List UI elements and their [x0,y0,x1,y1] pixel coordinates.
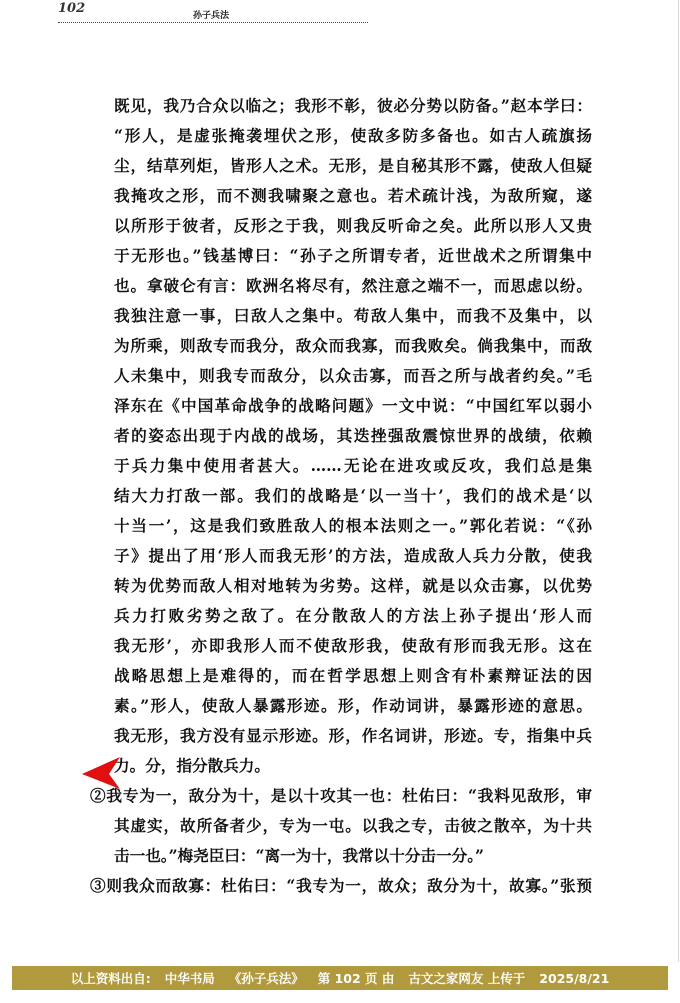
text-line: 转为优势而敌人相对地转为劣势。这样，就是以众击寡，以优势 [114,576,592,595]
note-line: ②我专为一，敌分为十，是以十攻其一也：杜佑曰：“我料见敌形，审 [90,786,592,805]
note-line: 其虚实，故所备者少，专为一屯。以我之专，击彼之散卒，为十共 [114,816,592,835]
text-line: 为所乘，则敌专而我分，敌众而我寡，而我败矣。倘我集中，而敌 [114,336,592,355]
arrow-marker-icon [82,757,120,789]
footer-source-label: 以上资料出自: [70,971,151,986]
text-line: 结大力打敌一部。我们的战略是‘以一当十’，我们的战术是‘以 [114,486,592,505]
text-line: 素。”形人，使敌人暴露形迹。形，作动词讲，暴露形迹的意思。 [114,696,592,715]
header-book-title: 孙子兵法 [193,11,230,21]
header-page-number: 102 [58,1,86,16]
text-line: 既见，我乃合众以临之；我形不彰，彼必分势以防备。”赵本学曰： [114,96,592,115]
footer-uploader: 古文之家网友 [408,971,484,986]
text-line: 战略思想上是难得的，而在哲学思想上则含有朴素辩证法的因 [114,666,592,685]
footer-page-suffix: 页 由 [365,971,395,986]
text-line: 十当一’，这是我们致胜敌人的根本法则之一。”郭化若说：“《孙 [114,516,592,535]
text-line: 于无形也。”钱基博曰：“孙子之所谓专者，近世战术之所谓集中 [114,246,592,265]
running-header [58,2,368,23]
body-text [90,91,592,901]
footer-publisher: 中华书局 [164,971,215,986]
footer-date: 2025/8/21 [539,970,610,986]
text-line: 者的姿态出现于内战的战场，其迭挫强敌震惊世界的战绩，依赖 [114,426,592,445]
text-line: 力。分，指分散兵力。 [114,756,270,775]
text-line: 于兵力集中使用者甚大。……无论在进攻或反攻，我们总是集 [114,456,592,475]
text-line: “形人，是虚张掩袭埋伏之形，使敌多防多备也。如古人疏旗扬 [114,126,592,145]
footer-upload-label: 上传于 [487,971,526,986]
text-line: 我无形，我方没有显示形迹。形，作名词讲，形迹。专，指集中兵 [114,726,592,745]
text-line: 也。拿破仑有言：欧洲名将尽有，然注意之端不一，而思虑以纷。 [114,276,592,295]
text-line: 我无形’，亦即我形人而不使敌形我，使敌有形而我无形。这在 [114,636,592,655]
text-line: 泽东在《中国革命战争的战略问题》一文中说：“中国红军以弱小 [114,396,592,415]
footer-page-number: 102 [334,971,361,986]
footer-uploader-link[interactable] [408,969,525,987]
note-line: 击一也。”梅尧臣曰：“离一为十，我常以十分击一分。” [114,846,484,865]
text-line: 我掩攻之形，而不测我啸聚之意也。若术疏计浅，为敌所窥，遂 [114,186,592,205]
text-line: 子》提出了用‘形人而我无形’的方法，造成敌人兵力分散，使我 [114,546,592,565]
text-line: 我独注意一事，曰敌人之集中。苟敌人集中，而我不及集中，以 [114,306,592,325]
footer-page-info [318,969,395,987]
text-line: 人未集中，则我专而敌分，以众击寡，而吾之所与战者约矣。”毛 [114,366,592,385]
footer-page-prefix: 第 [317,971,331,986]
footer-book-link[interactable]: 《孙子兵法》 [228,971,304,986]
text-line: 尘，结草列炬，皆形人之术。无形，是自秘其形不露，使敌人但疑 [114,156,592,175]
text-line: 以所形于彼者，反形之于我，则我反听命之矣。此所以形人又贵 [114,216,592,235]
source-footer [12,966,668,990]
note-line: ③则我众而敌寡：杜佑曰：“我专为一，故众；敌分为十，故寡。”张预 [90,876,592,895]
text-line: 兵力打败劣势之敌了。在分散敌人的方法上孙子提出‘形人而 [114,606,592,625]
